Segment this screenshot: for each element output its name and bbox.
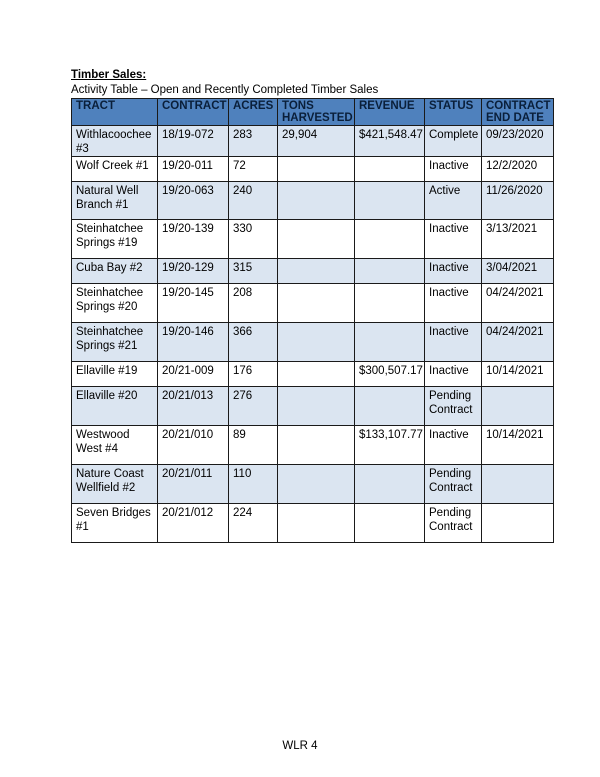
cell-acres: 224 [229,504,278,543]
cell-tract: Steinhatchee Springs #20 [72,284,158,323]
cell-revenue [355,220,425,259]
cell-end-date: 04/24/2021 [482,323,554,362]
cell-end-date: 3/13/2021 [482,220,554,259]
cell-status: Pending Contract [425,504,482,543]
cell-revenue [355,259,425,284]
table-row [72,157,554,182]
cell-end-date [482,465,554,504]
cell-revenue [355,465,425,504]
cell-contract: 19/20-139 [158,220,229,259]
cell-contract: 20/21/012 [158,504,229,543]
cell-status: Inactive [425,157,482,182]
cell-revenue [355,504,425,543]
cell-tons [278,387,355,426]
cell-revenue [355,284,425,323]
cell-end-date [482,504,554,543]
timber-sales-table [71,98,554,543]
table-row [72,259,554,284]
cell-tract: Natural Well Branch #1 [72,182,158,220]
cell-contract: 20/21/010 [158,426,229,465]
cell-acres: 283 [229,126,278,157]
cell-revenue [355,157,425,182]
cell-acres: 366 [229,323,278,362]
cell-end-date: 09/23/2020 [482,126,554,157]
section-heading: Timber Sales: [71,69,147,81]
cell-contract: 20/21/011 [158,465,229,504]
cell-tract: Nature Coast Wellfield #2 [72,465,158,504]
cell-tons [278,426,355,465]
cell-tract: Westwood West #4 [72,426,158,465]
cell-end-date [482,387,554,426]
cell-acres: 240 [229,182,278,220]
cell-acres: 110 [229,465,278,504]
column-header-tons-harvested: TONS HARVESTED [278,99,355,126]
cell-tons [278,220,355,259]
table-row [72,387,554,426]
cell-tract: Ellaville #19 [72,362,158,387]
table-row [72,220,554,259]
cell-tons [278,465,355,504]
cell-tract: Cuba Bay #2 [72,259,158,284]
cell-revenue: $133,107.77 [355,426,425,465]
cell-contract: 19/20-063 [158,182,229,220]
cell-tons [278,284,355,323]
table-row [72,465,554,504]
cell-contract: 19/20-129 [158,259,229,284]
cell-end-date: 12/2/2020 [482,157,554,182]
table-row [72,126,554,157]
cell-revenue: $421,548.47 [355,126,425,157]
cell-tract: Ellaville #20 [72,387,158,426]
cell-contract: 19/20-145 [158,284,229,323]
cell-status: Inactive [425,362,482,387]
column-header-contract-end-date: CONTRACT END DATE [482,99,554,126]
cell-contract: 19/20-146 [158,323,229,362]
cell-end-date: 04/24/2021 [482,284,554,323]
cell-revenue: $300,507.17 [355,362,425,387]
cell-acres: 208 [229,284,278,323]
cell-acres: 72 [229,157,278,182]
cell-status: Inactive [425,220,482,259]
table-row [72,284,554,323]
table-row [72,323,554,362]
cell-tons [278,182,355,220]
column-header-acres: ACRES [229,99,278,126]
cell-status: Active [425,182,482,220]
cell-contract: 19/20-011 [158,157,229,182]
cell-acres: 315 [229,259,278,284]
cell-contract: 20/21/013 [158,387,229,426]
cell-revenue [355,387,425,426]
cell-tons [278,362,355,387]
table-row [72,362,554,387]
cell-tract: Withlacoochee #3 [72,126,158,157]
cell-tract: Steinhatchee Springs #21 [72,323,158,362]
cell-status: Pending Contract [425,465,482,504]
cell-status: Pending Contract [425,387,482,426]
cell-tract: Wolf Creek #1 [72,157,158,182]
column-header-revenue: REVENUE [355,99,425,126]
cell-end-date: 10/14/2021 [482,426,554,465]
cell-status: Inactive [425,323,482,362]
cell-status: Inactive [425,259,482,284]
cell-tons [278,323,355,362]
cell-revenue [355,323,425,362]
cell-revenue [355,182,425,220]
table-row [72,182,554,220]
cell-contract: 18/19-072 [158,126,229,157]
cell-acres: 276 [229,387,278,426]
table-row [72,504,554,543]
cell-tons [278,157,355,182]
column-header-status: STATUS [425,99,482,126]
column-header-contract: CONTRACT [158,99,229,126]
cell-acres: 176 [229,362,278,387]
page-footer: WLR 4 [282,740,318,752]
cell-end-date: 10/14/2021 [482,362,554,387]
table-caption: Activity Table – Open and Recently Completed Timber Sales [71,84,379,96]
cell-status: Inactive [425,426,482,465]
cell-acres: 89 [229,426,278,465]
cell-end-date: 11/26/2020 [482,182,554,220]
cell-status: Complete [425,126,482,157]
cell-end-date: 3/04/2021 [482,259,554,284]
table-header-row [72,99,554,126]
cell-tract: Seven Bridges #1 [72,504,158,543]
cell-acres: 330 [229,220,278,259]
cell-tract: Steinhatchee Springs #19 [72,220,158,259]
cell-status: Inactive [425,284,482,323]
cell-tons [278,504,355,543]
table-row [72,426,554,465]
cell-tons: 29,904 [278,126,355,157]
cell-contract: 20/21-009 [158,362,229,387]
cell-tons [278,259,355,284]
column-header-tract: TRACT [72,99,158,126]
